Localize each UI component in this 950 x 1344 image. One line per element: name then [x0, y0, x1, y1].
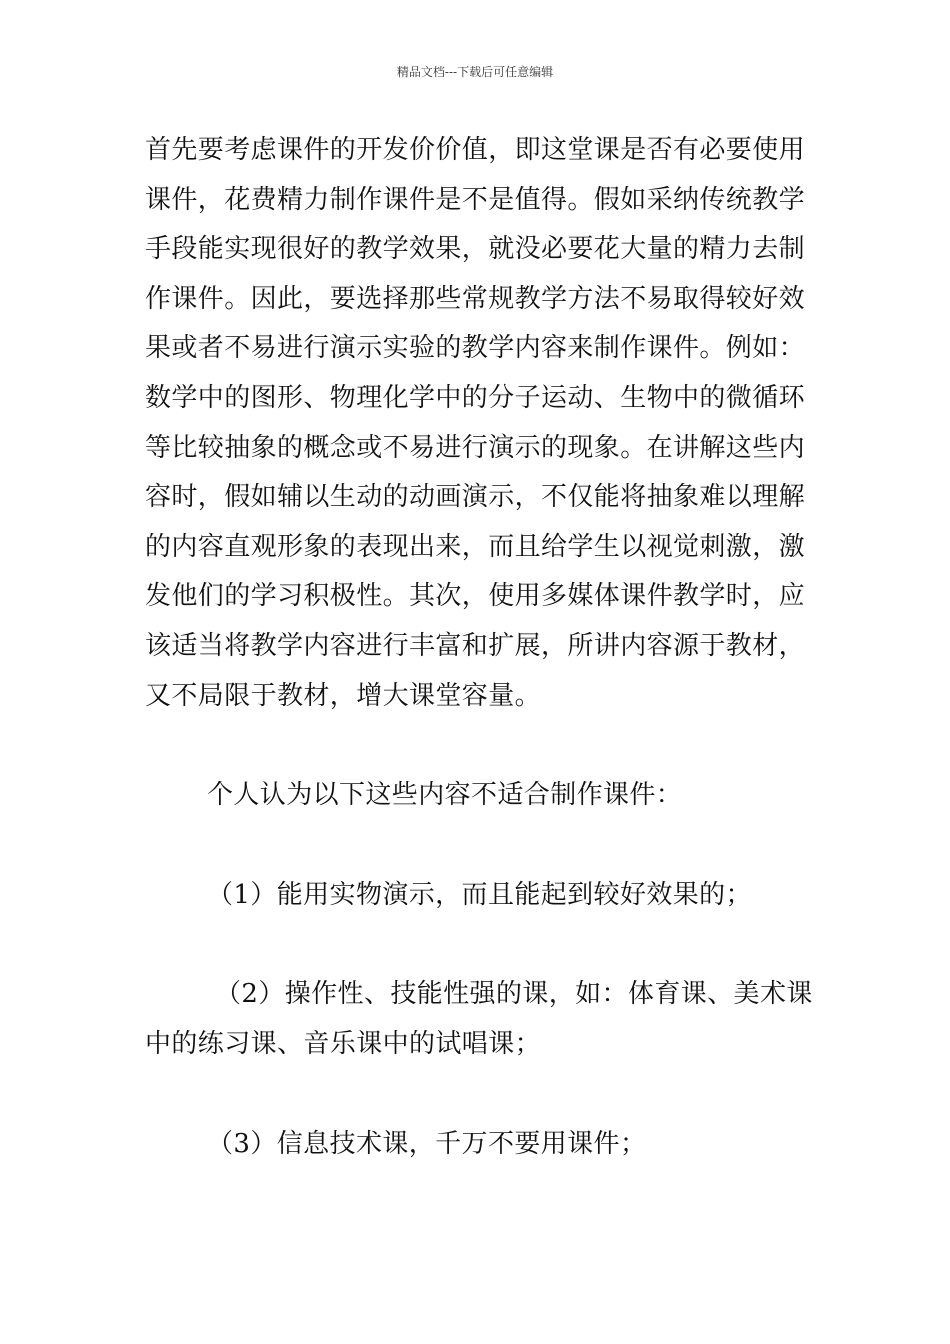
- paragraph-intro: [145, 771, 810, 821]
- paragraph-item-3: [145, 1120, 810, 1170]
- text-line: 作课件。因此，要选择那些常规教学方法不易取得较好效: [145, 283, 806, 314]
- page-header: 精品文档---下载后可任意编辑: [396, 65, 554, 79]
- paragraph-item-1: [145, 871, 810, 921]
- text-line: 又不局限于教材，增大课堂容量。: [145, 680, 542, 711]
- paragraph-gap: [145, 920, 810, 970]
- text-line: 该适当将教学内容进行丰富和扩展，所讲内容源于教材，: [145, 630, 806, 661]
- list-item: （2）操作性、技能性强的课，如：体育课、美术课: [215, 979, 813, 1010]
- paragraph-gap: [145, 821, 810, 871]
- text-line: 手段能实现很好的教学效果，就没必要花大量的精力去制: [145, 234, 806, 265]
- text-line: 的内容直观形象的表现出来，而且给学生以视觉刺激，激: [145, 531, 806, 562]
- document-body: [145, 126, 813, 1169]
- text-line: 中的练习课、音乐课中的试唱课；: [145, 1028, 542, 1059]
- text-line: 课件，花费精力制作课件是不是值得。假如采纳传统教学: [145, 184, 806, 215]
- text-line: 等比较抽象的概念或不易进行演示的现象。在讲解这些内: [145, 432, 806, 463]
- text-line: 发他们的学习积极性。其次，使用多媒体课件教学时，应: [145, 581, 806, 612]
- paragraph-item-2: [145, 970, 813, 1069]
- paragraph-main: [145, 126, 810, 721]
- paragraph-gap: [145, 721, 810, 771]
- text-line: 数学中的图形、物理化学中的分子运动、生物中的微循环: [145, 382, 806, 413]
- text-line: 个人认为以下这些内容不适合制作课件：: [207, 780, 683, 811]
- paragraph-gap: [145, 1070, 810, 1120]
- list-item: （3）信息技术课，千万不要用课件；: [207, 1128, 647, 1159]
- text-line: 容时，假如辅以生动的动画演示，不仅能将抽象难以理解: [145, 482, 806, 513]
- text-line: 果或者不易进行演示实验的教学内容来制作课件。例如：: [145, 333, 806, 364]
- text-line: 首先要考虑课件的开发价价值，即这堂课是否有必要使用: [145, 135, 806, 165]
- list-item: （1）能用实物演示，而且能起到较好效果的；: [207, 879, 752, 910]
